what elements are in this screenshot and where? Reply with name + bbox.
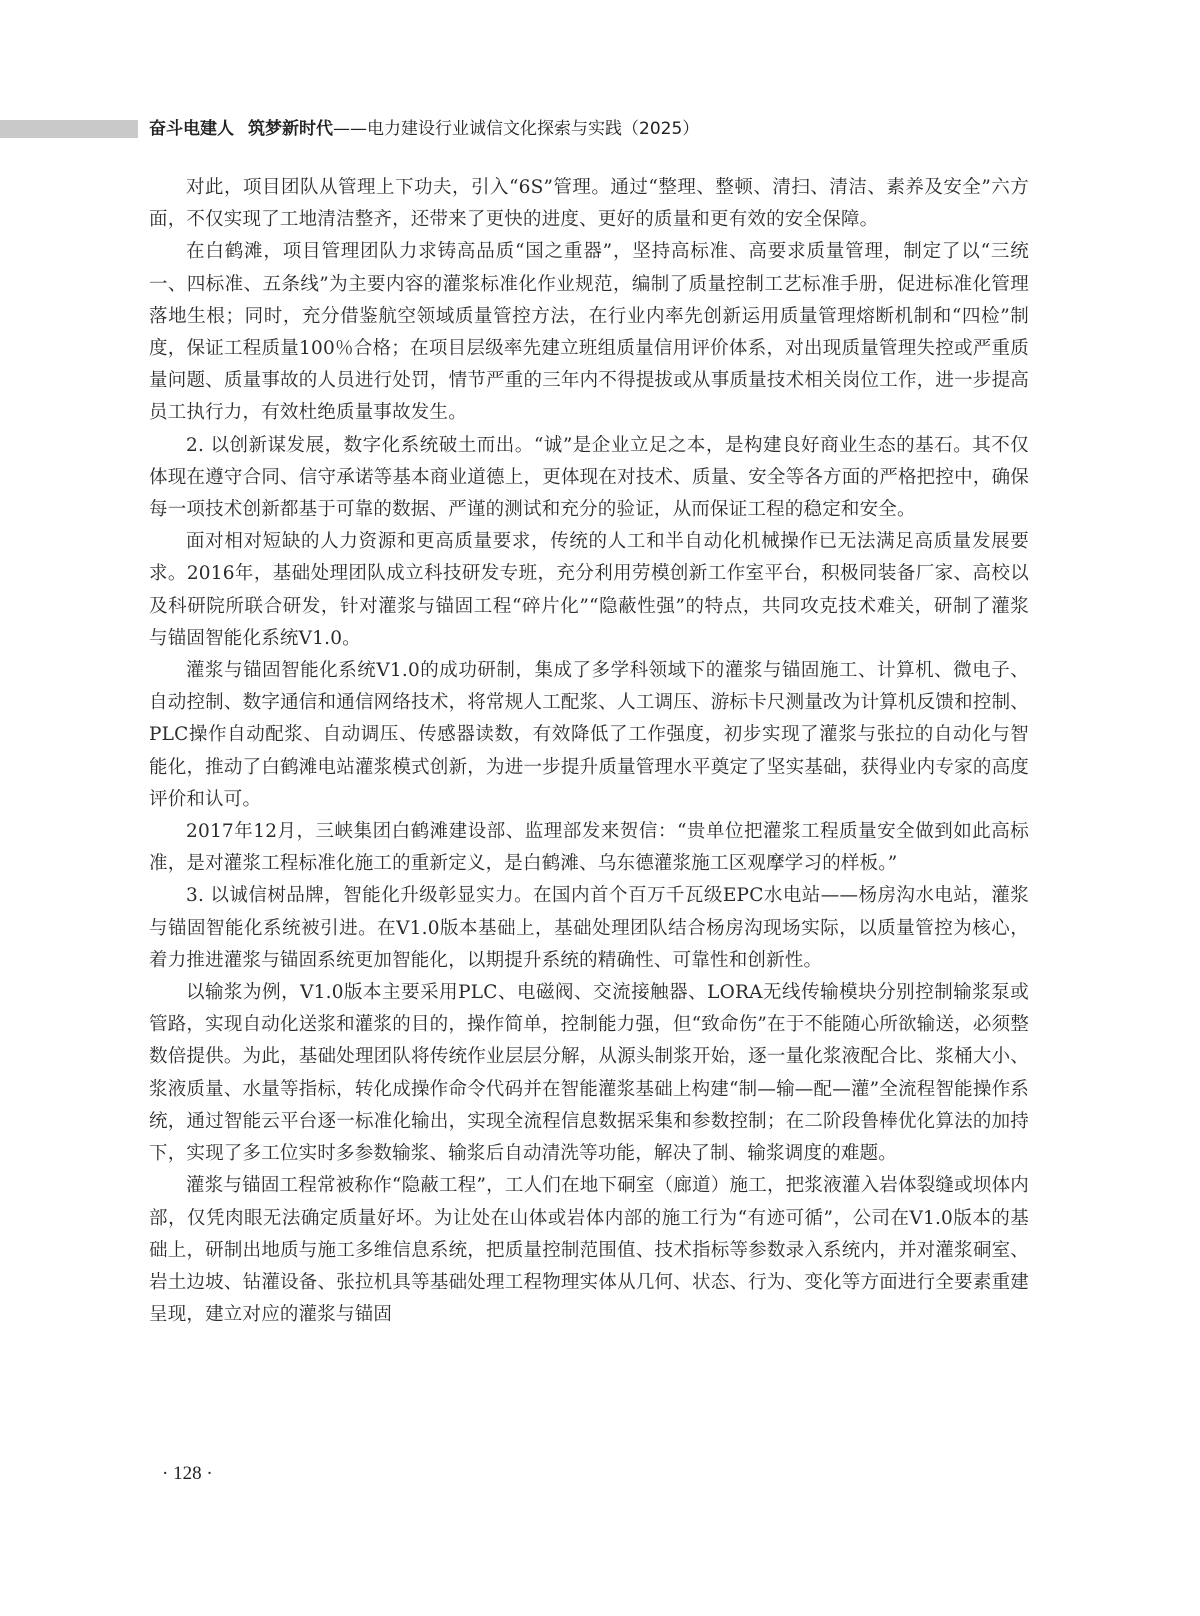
paragraph: 3. 以诚信树品牌，智能化升级彰显实力。在国内首个百万千瓦级EPC水电站——杨房沟水电站，灌浆与锚固智能化系统被引进。在V1.0版本基础上，基础处理团队结合杨房沟现场实际，以质量管控为核心，着力推进灌浆与锚固系统更加智能化，以期提升系统的精确性、可靠性和创新性。 [149, 885, 1029, 971]
paragraph: 灌浆与锚固智能化系统V1.0的成功研制，集成了多学科领域下的灌浆与锚固施工、计算机、微电子、自动控制、数字通信和通信网络技术，将常规人工配浆、人工调压、游标卡尺测量改为计算机反馈和控制、PLC操作自动配浆、自动调压、传感器读数，有效降低了工作强度，初步实现了灌浆与张拉的自动化与智能化，推动了白鹤滩电站灌浆模式创新，为进一步提升质量管理水平奠定了坚实基础，获得业内专家的高度评价和认可。 [149, 660, 1029, 810]
header-title-part-2: 筑梦新时代 [248, 119, 333, 139]
running-header [0, 118, 1200, 140]
paragraph: 以输浆为例，V1.0版本主要采用PLC、电磁阀、交流接触器、LORA无线传输模块分别控制输浆泵或管路，实现自动化送浆和灌浆的目的，操作简单，控制能力强，但“致命伤”在于不能随心所欲输送，必须整数倍提供。为此，基础处理团队将传统作业层层分解，从源头制浆开始，逐一量化浆液配合比、浆桶大小、浆液质量、水量等指标，转化成操作命令代码并在智能灌浆基础上构建“制—输—配—灌”全流程智能操作系统，通过智能云平台逐一标准化输出，实现全流程信息数据采集和参数控制；在二阶段鲁棒优化算法的加持下，实现了多工位实时多参数输浆、输浆后自动清洗等功能，解决了制、输浆调度的难题。 [149, 982, 1029, 1165]
header-title [149, 118, 699, 140]
paragraph: 2. 以创新谋发展，数字化系统破土而出。“诚”是企业立足之本，是构建良好商业生态的基石。其不仅体现在遵守合同、信守承诺等基本商业道德上，更体现在对技术、质量、安全等各方面的严格把控中，确保每一项技术创新都基于可靠的数据、严谨的测试和充分的验证，从而保证工程的稳定和安全。 [149, 434, 1029, 521]
header-gray-bar [0, 120, 138, 138]
paragraph: 灌浆与锚固工程常被称作“隐蔽工程”，工人们在地下硐室（廊道）施工，把浆液灌入岩体裂缝或坝体内部，仅凭肉眼无法确定质量好坏。为让处在山体或岩体内部的施工行为“有迹可循”，公司在V1.0版本的基础上，研制出地质与施工多维信息系统，把质量控制范围值、技术指标等参数录入系统内，并对灌浆硐室、岩土边坡、钻灌设备、张拉机具等基础处理工程物理实体从几何、状态、行为、变化等方面进行全要素重建呈现，建立对应的灌浆与锚固 [149, 1175, 1029, 1326]
article-body [149, 172, 1029, 1331]
paragraph: 对此，项目团队从管理上下功夫，引入“6S”管理。通过“整理、整顿、清扫、清洁、素养及安全”六方面，不仅实现了工地清洁整齐，还带来了更快的进度、更好的质量和更有效的安全保障。 [149, 177, 1029, 231]
paragraph: 面对相对短缺的人力资源和更高质量要求，传统的人工和半自动化机械操作已无法满足高质量发展要求。2016年，基础处理团队成立科技研发专班，充分利用劳模创新工作室平台，积极同装备厂家、高校以及科研院所联合研发，针对灌浆与锚固工程“碎片化”“隐蔽性强”的特点，共同攻克技术难关，研制了灌浆与锚固智能化系统V1.0。 [149, 531, 1029, 649]
paragraph: 在白鹤滩，项目管理团队力求铸高品质“国之重器”，坚持高标准、高要求质量管理，制定了以“三统一、四标准、五条线”为主要内容的灌浆标准化作业规范，编制了质量控制工艺标准手册，促进标准化管理落地生根；同时，充分借鉴航空领域质量管控方法，在行业内率先创新运用质量管理熔断机制和“四检”制度，保证工程质量100％合格；在项目层级率先建立班组质量信用评价体系，对出现质量管理失控或严重质量问题、质量事故的人员进行处罚，情节严重的三年内不得提拔或从事质量技术相关岗位工作，进一步提高员工执行力，有效杜绝质量事故发生。 [149, 241, 1029, 424]
header-subtitle: ——电力建设行业诚信文化探索与实践（2025） [333, 119, 700, 139]
paragraph: 2017年12月，三峡集团白鹤滩建设部、监理部发来贺信：“贵单位把灌浆工程质量安全做到如此高标准，是对灌浆工程标准化施工的重新定义，是白鹤滩、乌东德灌浆施工区观摩学习的样板。” [149, 821, 1029, 875]
header-title-part-1: 奋斗电建人 [149, 119, 234, 139]
page-number: · 128 · [162, 1463, 213, 1484]
